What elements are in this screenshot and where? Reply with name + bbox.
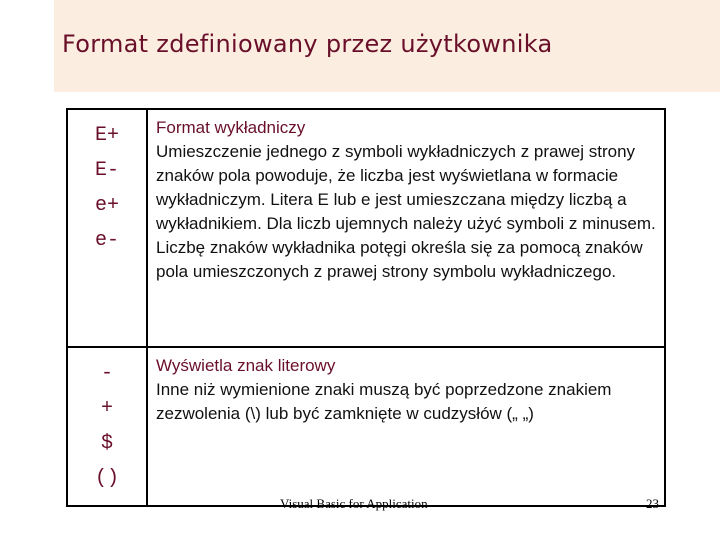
symbol-cell [67, 347, 147, 506]
description-text: Inne niż wymienione znaki muszą być poprzedzone znakiem zezwolenia (\) lub być zamknięte w cudzysłów („ „) [156, 380, 612, 423]
symbol: $ [100, 432, 113, 455]
symbol: () [94, 467, 119, 490]
description-heading: Format wykładniczy [156, 118, 306, 137]
table-row [67, 109, 665, 347]
description-cell [147, 109, 665, 347]
description-text: Umieszczenie jednego z symboli wykładniczych z prawej strony znaków pola powoduje, że liczba jest wyświetlana w formacie wykładniczym. Litera E lub e jest umieszczana między liczbą a wykładnikiem. Dla liczb ujemnych należy użyć symboli z minusem. Liczbę znaków wykładnika potęgi określa się za pomocą znaków pola umieszczonych z prawej strony symbolu wykładniczego. [156, 142, 656, 281]
symbol: E+ [94, 124, 119, 147]
table-row [67, 347, 665, 506]
description-cell [147, 347, 665, 506]
symbol-cell [67, 109, 147, 347]
format-table [66, 108, 666, 507]
footer-label: Visual Basic for Application [280, 496, 428, 511]
page-number: 23 [646, 496, 659, 511]
symbol: E- [94, 159, 119, 182]
symbol: e+ [94, 194, 119, 217]
description-heading: Wyświetla znak literowy [156, 356, 336, 375]
title-band [54, 0, 720, 92]
symbol: e- [94, 229, 119, 252]
symbol: + [100, 397, 113, 420]
slide-title: Format zdefiniowany przez użytkownika [62, 30, 553, 58]
symbol: - [100, 362, 113, 385]
